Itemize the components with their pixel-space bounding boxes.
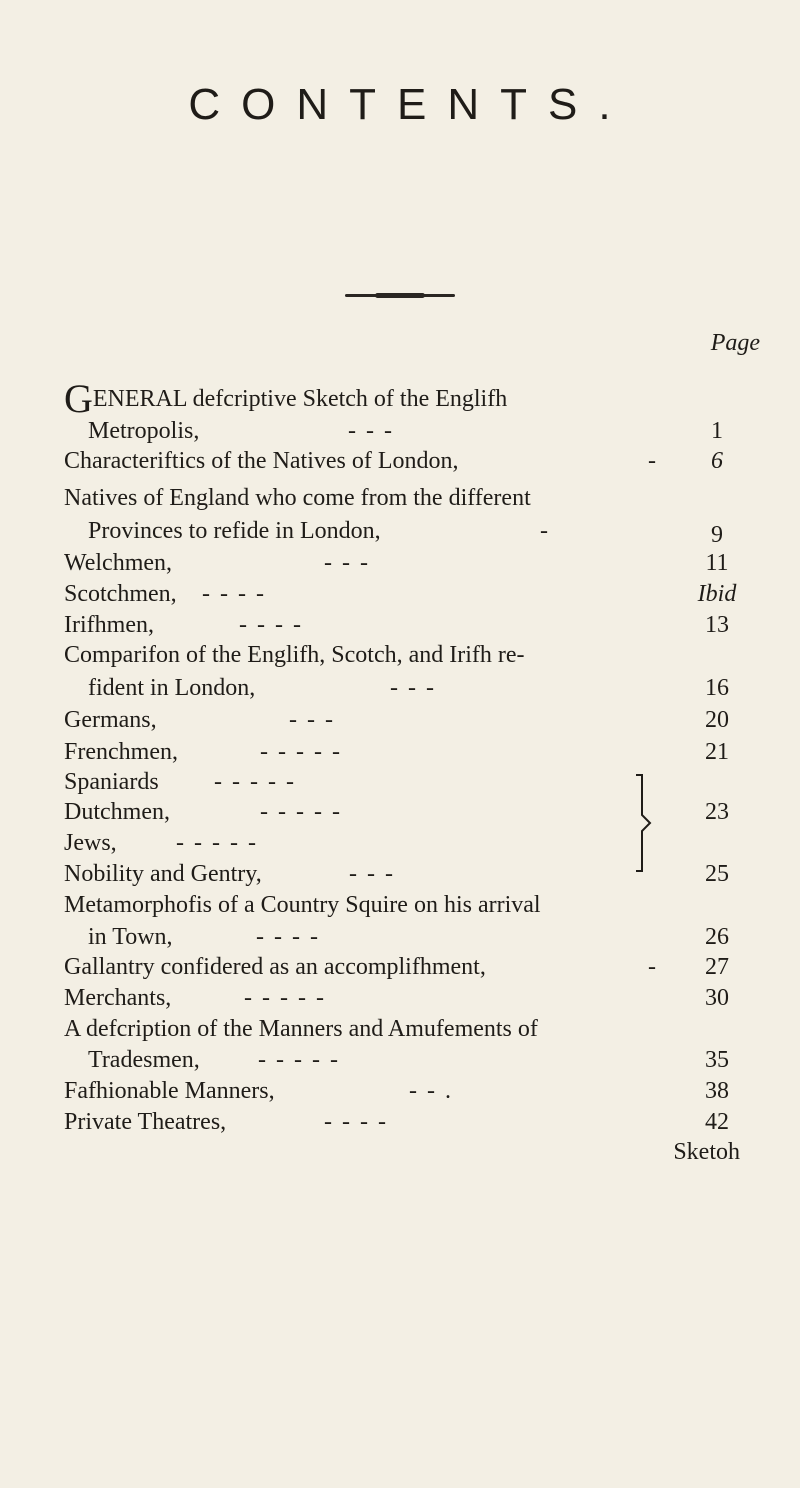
entry-text: ENERAL defcriptive Sketch of the Englifh <box>92 386 508 412</box>
toc-entry <box>64 952 744 982</box>
toc-entry <box>88 416 768 446</box>
leader-dashes: - - . <box>409 1078 453 1104</box>
page-number: 20 <box>705 707 729 733</box>
leader-dashes: - - - - - <box>244 985 326 1011</box>
leader-dashes: - - - <box>348 418 394 444</box>
page-number: 23 <box>705 799 729 825</box>
entry-text: Germans, <box>64 707 157 733</box>
entry-text: fident in London, <box>88 675 256 701</box>
leader-dashes: - - - <box>324 550 370 576</box>
entry-text: Jews, <box>64 830 117 856</box>
entry-text: Fafhionable Manners, <box>64 1078 275 1104</box>
entry-text: Dutchmen, <box>64 799 170 825</box>
page-column-header: Page <box>710 330 760 356</box>
page-number: 42 <box>705 1109 729 1135</box>
toc-entry <box>64 737 744 767</box>
entry-text: Irifhmen, <box>64 612 154 638</box>
leader-dashes: - - - - - <box>258 1047 340 1073</box>
page-number: 11 <box>705 550 729 576</box>
toc-entry <box>88 922 768 952</box>
page-number: 38 <box>705 1078 729 1104</box>
leader-dashes: - - - - - <box>260 799 342 825</box>
leader-dashes: - - - - - <box>260 739 342 765</box>
toc-entry <box>64 610 744 640</box>
toc-entry <box>64 705 744 735</box>
toc-entry <box>88 1045 768 1075</box>
leader-dashes: - - - <box>390 675 436 701</box>
entry-text: Frenchmen, <box>64 739 178 765</box>
page-number: Ibid <box>697 581 737 607</box>
ornamental-rule <box>345 294 455 297</box>
catchword: Sketoh <box>673 1139 740 1165</box>
entry-text: Natives of England who come from the different <box>64 485 531 511</box>
leader-dashes: - - - - - <box>176 830 258 856</box>
toc-entry <box>64 1107 744 1137</box>
toc-entry <box>64 640 744 670</box>
entry-text: Scotchmen, <box>64 581 177 607</box>
leader-dashes: - - - - <box>239 612 303 638</box>
grouping-brace-icon <box>632 767 662 879</box>
toc-entry <box>64 548 744 578</box>
entry-text: in Town, <box>88 924 173 950</box>
toc-entry <box>64 1076 744 1106</box>
page-number: 30 <box>705 985 729 1011</box>
drop-initial: G <box>64 376 93 421</box>
entry-text: Spaniards <box>64 769 159 795</box>
page-number: 35 <box>705 1047 729 1073</box>
entry-text: Nobility and Gentry, <box>64 861 262 887</box>
leader-dashes: - - - - <box>202 581 266 607</box>
page-number: 6 <box>711 448 723 474</box>
leader-dashes: - - - - <box>324 1109 388 1135</box>
leader-dashes: - - - - <box>256 924 320 950</box>
page-title: CONTENTS. <box>188 80 632 129</box>
leader-dashes: - <box>648 954 658 980</box>
toc-entry <box>88 516 768 546</box>
leader-dashes: - <box>648 448 658 474</box>
toc-entry <box>64 446 744 476</box>
entry-text: A defcription of the Manners and Amufements of <box>64 1016 538 1042</box>
entry-text: Metropolis, <box>88 418 200 444</box>
entry-text: Tradesmen, <box>88 1047 200 1073</box>
entry-text: Comparifon of the Englifh, Scotch, and Irifh re- <box>64 642 525 668</box>
entry-text: Gallantry confidered as an accomplifhment, <box>64 954 486 980</box>
leader-dashes: - - - - - <box>214 769 296 795</box>
entry-text: Characteriftics of the Natives of London, <box>64 448 459 474</box>
toc-entry <box>64 983 744 1013</box>
leader-dashes: - - - <box>289 707 335 733</box>
entry-text: Metamorphofis of a Country Squire on his arrival <box>64 892 541 918</box>
toc-entry <box>88 673 768 703</box>
page-number: 26 <box>705 924 729 950</box>
toc-entry <box>64 579 744 609</box>
page-number: 25 <box>705 861 729 887</box>
page-number: 9 <box>711 522 723 548</box>
page-number: 27 <box>705 954 729 980</box>
leader-dashes: - - - <box>349 861 395 887</box>
page-number: 16 <box>705 675 729 701</box>
toc-entry <box>64 376 744 421</box>
leader-dashes: - <box>540 518 550 544</box>
toc-entry <box>64 890 744 920</box>
entry-text: Provinces to refide in London, <box>88 518 381 544</box>
toc-entry <box>64 483 744 513</box>
entry-text: Merchants, <box>64 985 172 1011</box>
entry-text: Private Theatres, <box>64 1109 227 1135</box>
entry-text: Welchmen, <box>64 550 173 576</box>
page-number: 1 <box>711 418 723 444</box>
page-number: 13 <box>705 612 729 638</box>
toc-entry <box>64 1014 744 1044</box>
page-number: 21 <box>705 739 729 765</box>
